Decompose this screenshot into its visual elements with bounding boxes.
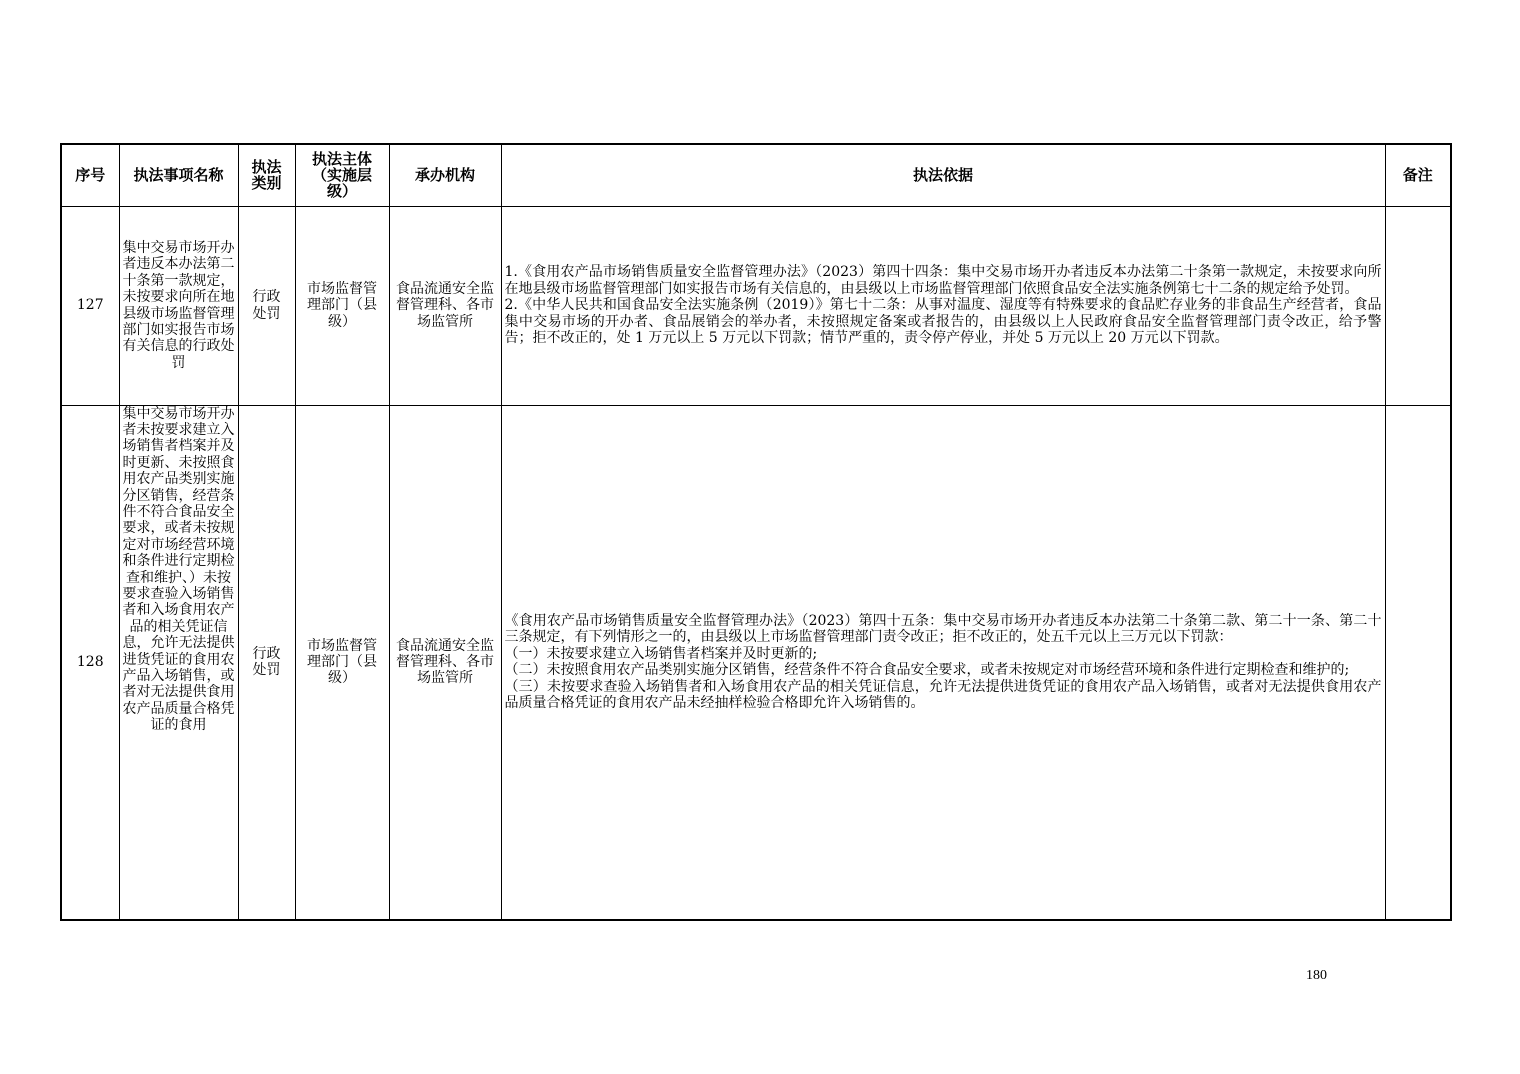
table-row: [61, 206, 1451, 405]
header-subject: 执法主体（实施层级）: [295, 144, 389, 206]
basis-paragraph: （二）未按照食用农产品类别实施分区销售，经营条件不符合食品安全要求，或者未按规定对市场经营环境和条件进行定期检查和维护的;: [504, 662, 1350, 679]
cell-category: 行政处罚: [238, 405, 295, 920]
header-category: 执法类别: [238, 144, 295, 206]
cell-remark: [1385, 206, 1451, 405]
page-number: 180: [1306, 968, 1327, 983]
cell-category: 行政处罚: [238, 206, 295, 405]
cell-remark: [1385, 405, 1451, 920]
cell-subject: 市场监督管理部门（县级）: [295, 206, 389, 405]
basis-paragraph: 1.《食用农产品市场销售质量安全监督管理办法》（2023）第四十四条：集中交易市场开办者违反本办法第二十条第一款规定，未按要求向所在地县级市场监督管理部门如实报告市场有关信息的，由县级以上市场监督管理部门依照食品安全法实施条例第七十二条的规定给予处罚。: [504, 264, 1382, 297]
cell-basis: [501, 206, 1385, 405]
basis-paragraph: （一）未按要求建立入场销售者档案并及时更新的;: [504, 645, 818, 662]
cell-organ: 食品流通安全监督管理科、各市场监管所: [389, 405, 501, 920]
header-seq: 序号: [61, 144, 119, 206]
cell-seq: 128: [61, 405, 119, 920]
enforcement-table: [60, 143, 1452, 921]
cell-seq: 127: [61, 206, 119, 405]
header-row: [61, 144, 1451, 206]
cell-organ: 食品流通安全监督管理科、各市场监管所: [389, 206, 501, 405]
cell-item-name: 集中交易市场开办者违反本办法第二十条第一款规定，未按要求向所在地县级市场监督管理部门如实报告市场有关信息的行政处罚: [119, 206, 238, 405]
basis-paragraph: 《食用农产品市场销售质量安全监督管理办法》（2023）第四十五条：集中交易市场开办者违反本办法第二十条第二款、第二十一条、第二十三条规定，有下列情形之一的，由县级以上市场监督管理部门责令改正；拒不改正的，处五千元以上三万元以下罚款：: [504, 613, 1382, 646]
table-row: [61, 405, 1451, 920]
header-item-name: 执法事项名称: [119, 144, 238, 206]
basis-paragraph: 2.《中华人民共和国食品安全法实施条例（2019）》第七十二条：从事对温度、湿度等有特殊要求的食品贮存业务的非食品生产经营者，食品集中交易市场的开办者、食品展销会的举办者，未按照规定备案或者报告的，由县级以上人民政府食品安全监督管理部门责令改正，给予警告；拒不改正的，处 1 万元以上 5 万元以下罚款；情节严重的，责令停产停业，并处 5 万元以上 20 万元以下罚款。: [504, 297, 1382, 347]
basis-paragraph: （三）未按要求查验入场销售者和入场食用农产品的相关凭证信息，允许无法提供进货凭证的食用农产品入场销售，或者对无法提供食用农产品质量合格凭证的食用农产品未经抽样检验合格即允许入场销售的。: [504, 678, 1382, 712]
cell-subject: 市场监督管理部门（县级）: [295, 405, 389, 920]
header-remark: 备注: [1385, 144, 1451, 206]
cell-basis: [501, 405, 1385, 920]
header-organ: 承办机构: [389, 144, 501, 206]
header-basis: 执法依据: [501, 144, 1385, 206]
cell-item-name: 集中交易市场开办者未按要求建立入场销售者档案并及时更新、未按照食用农产品类别实施分区销售，经营条件不符合食品安全要求，或者未按规定对市场经营环境和条件进行定期检查和维护、）未按要求查验入场销售者和入场食用农产品的相关凭证信息，允许无法提供进货凭证的食用农产品入场销售，或者对无法提供食用农产品质量合格凭证的食用: [119, 405, 238, 920]
